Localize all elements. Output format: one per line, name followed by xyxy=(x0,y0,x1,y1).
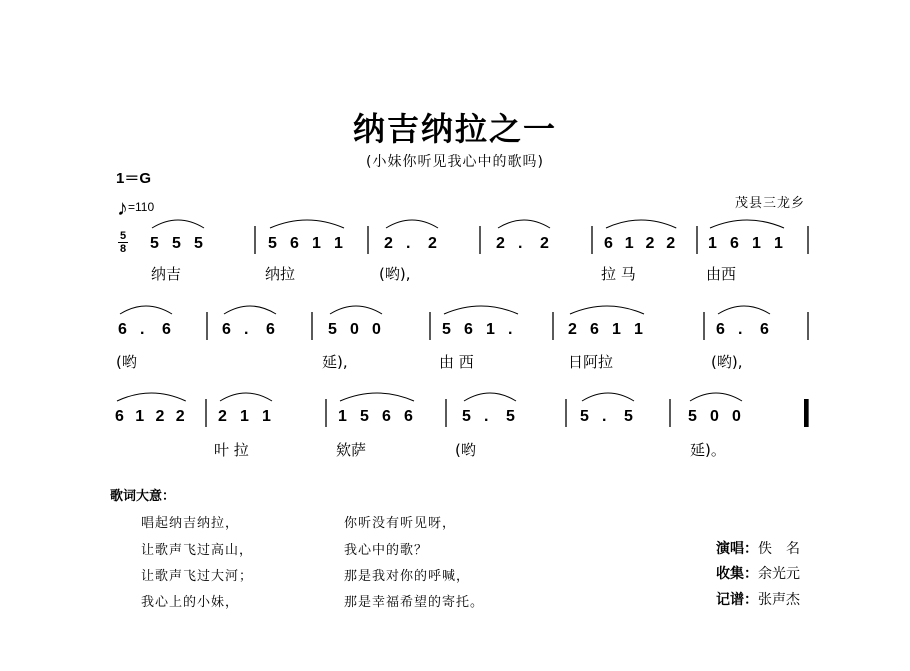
credit-notation xyxy=(716,589,800,609)
lyrics-meaning-heading: 歌词大意： xyxy=(110,489,176,504)
jianpu-note: 6 xyxy=(290,235,299,252)
jianpu-note: 1 xyxy=(624,235,634,252)
slur xyxy=(330,306,382,314)
jianpu-note: 1 xyxy=(634,321,643,338)
song-origin: 茂县三龙乡 xyxy=(734,196,805,211)
jianpu-note: 1 xyxy=(334,235,343,252)
final-barline xyxy=(804,399,808,427)
jianpu-note: 5 xyxy=(442,321,451,338)
jianpu-note: 6 xyxy=(118,321,127,338)
jianpu-note: 2 xyxy=(496,235,505,252)
jianpu-note: 6 xyxy=(760,321,769,338)
slur xyxy=(120,306,172,314)
jianpu-note: 6 xyxy=(464,321,473,338)
lyric-syllable: 叶 拉 xyxy=(214,441,249,459)
jianpu-note: 6 xyxy=(162,321,171,338)
jianpu-note: 6 xyxy=(266,321,275,338)
time-signature-bottom: 8 xyxy=(119,243,127,255)
credit-value: 张声杰 xyxy=(758,592,800,608)
song-title: 纳吉纳拉之一 xyxy=(352,110,557,148)
credit-label: 演唱： xyxy=(716,541,758,557)
translation-line: 你听没有听见呀， xyxy=(344,516,457,531)
jianpu-note: 1 xyxy=(240,408,249,425)
jianpu-note: 5 xyxy=(194,235,203,252)
jianpu-note: . xyxy=(508,321,513,338)
jianpu-note: 5 xyxy=(580,408,589,425)
jianpu-note: . xyxy=(738,321,743,338)
eighth-note-icon: ♪ xyxy=(117,195,128,220)
jianpu-note: 1 xyxy=(262,408,271,425)
jianpu-note: 2 xyxy=(428,235,437,252)
jianpu-note: . xyxy=(518,235,523,252)
slur xyxy=(220,393,272,401)
lyric-syllable: 欸萨 xyxy=(336,441,367,459)
slur xyxy=(570,306,644,314)
jianpu-note: 0 xyxy=(350,321,359,338)
credit-value: 余光元 xyxy=(758,566,800,582)
slur xyxy=(606,220,676,228)
jianpu-note: 1 xyxy=(338,408,347,425)
slur xyxy=(386,220,438,228)
jianpu-note: 0 xyxy=(732,408,741,425)
slur xyxy=(498,220,550,228)
lyric-syllable: 日阿拉 xyxy=(568,353,614,371)
lyric-syllable: 延), xyxy=(322,353,348,371)
jianpu-note: 5 xyxy=(268,235,277,252)
slur xyxy=(710,220,784,228)
lyric-syllable: (哟), xyxy=(379,265,411,283)
credit-performer xyxy=(716,538,800,558)
jianpu-note: 6 xyxy=(730,235,739,252)
jianpu-note: 6 xyxy=(222,321,231,338)
jianpu-note: 2 xyxy=(175,408,185,425)
credit-label: 收集： xyxy=(716,566,758,582)
translation-line: 那是幸福希望的寄托。 xyxy=(344,595,485,610)
slur xyxy=(152,220,204,228)
credit-value: 佚 名 xyxy=(758,541,800,557)
slur xyxy=(690,393,742,401)
jianpu-note: 5 xyxy=(624,408,633,425)
lyric-syllable: 延)。 xyxy=(690,441,726,459)
jianpu-note: . xyxy=(484,408,489,425)
jianpu-note: 5 xyxy=(462,408,471,425)
translation-line: 让歌声飞过大河； xyxy=(141,569,254,584)
translation-line: 我心中的歌？ xyxy=(344,543,429,558)
tempo-value: =110 xyxy=(128,200,155,214)
jianpu-note: 1 xyxy=(752,235,761,252)
credit-collector xyxy=(716,563,800,583)
lyric-syllable: 由 西 xyxy=(439,353,474,371)
translation-line: 那是我对你的呼喊， xyxy=(344,569,471,584)
song-subtitle: (小妹你听见我心中的歌吗) xyxy=(366,154,544,170)
lyric-syllable: (哟 xyxy=(455,441,476,459)
slur xyxy=(582,393,634,401)
jianpu-note: 6 xyxy=(382,408,391,425)
jianpu-note: 6 xyxy=(590,321,599,338)
jianpu-note: 2 xyxy=(155,408,165,425)
jianpu-note: 2 xyxy=(384,235,393,252)
jianpu-note: 6 xyxy=(716,321,725,338)
lyric-syllable: 由西 xyxy=(706,265,737,283)
jianpu-note: 1 xyxy=(135,408,145,425)
jianpu-note: 2 xyxy=(568,321,577,338)
jianpu-note: 1 xyxy=(486,321,495,338)
jianpu-note: . xyxy=(244,321,249,338)
jianpu-note: 6 xyxy=(115,408,124,425)
jianpu-note: 5 xyxy=(360,408,369,425)
slur xyxy=(224,306,276,314)
translation-line: 唱起纳吉纳拉， xyxy=(141,516,240,531)
lyric-syllable: 拉 马 xyxy=(601,265,636,283)
translation-line: 让歌声飞过高山， xyxy=(141,543,254,558)
jianpu-note: 5 xyxy=(506,408,515,425)
slur xyxy=(444,306,518,314)
jianpu-note: 2 xyxy=(540,235,549,252)
jianpu-note: 1 xyxy=(612,321,621,338)
jianpu-note: 1 xyxy=(312,235,321,252)
jianpu-note: 0 xyxy=(372,321,381,338)
slur xyxy=(270,220,344,228)
jianpu-note: 2 xyxy=(645,235,655,252)
jianpu-note: . xyxy=(140,321,145,338)
jianpu-note: 1 xyxy=(774,235,783,252)
jianpu-note: 6 xyxy=(404,408,413,425)
jianpu-note: 0 xyxy=(710,408,719,425)
jianpu-note: 5 xyxy=(688,408,697,425)
jianpu-note: 5 xyxy=(150,235,159,252)
jianpu-note: . xyxy=(602,408,607,425)
translation-line: 我心上的小妹， xyxy=(141,595,240,610)
jianpu-note: 1 xyxy=(708,235,717,252)
time-signature-top: 5 xyxy=(119,230,127,242)
lyric-syllable: (哟 xyxy=(116,353,137,371)
jianpu-note: 5 xyxy=(328,321,337,338)
jianpu-note: 2 xyxy=(666,235,676,252)
slur xyxy=(340,393,414,401)
jianpu-note: . xyxy=(406,235,411,252)
slur xyxy=(718,306,770,314)
lyric-syllable: (哟), xyxy=(711,353,743,371)
jianpu-note: 6 xyxy=(604,235,613,252)
slur xyxy=(117,393,186,401)
slur xyxy=(464,393,516,401)
jianpu-note: 5 xyxy=(172,235,181,252)
lyric-syllable: 纳吉 xyxy=(151,265,182,283)
lyric-syllable: 纳拉 xyxy=(265,265,296,283)
key-signature: 1＝G xyxy=(116,170,152,187)
jianpu-note: 2 xyxy=(218,408,227,425)
credit-label: 记谱： xyxy=(716,592,758,608)
